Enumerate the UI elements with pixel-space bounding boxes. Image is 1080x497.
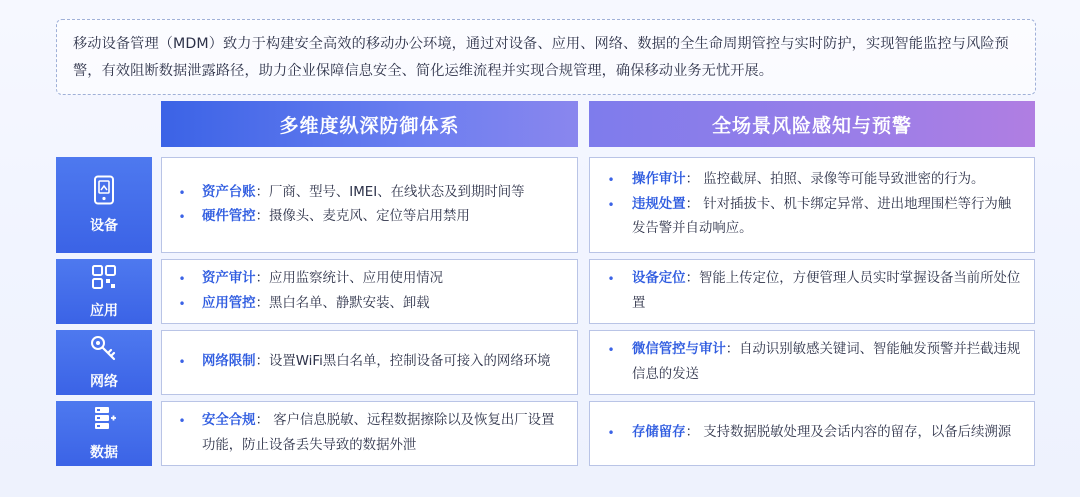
cell-data-defense [161, 401, 578, 466]
list-item [162, 181, 565, 206]
row-label-text: 数据 [90, 444, 118, 461]
list-item [590, 338, 1022, 387]
item-text: ：应用监察统计、应用使用情况 [255, 271, 444, 286]
row-label-network [56, 330, 152, 395]
mobile-device-icon [91, 175, 117, 215]
bullet-icon: • [607, 197, 615, 212]
bullet-icon: • [178, 414, 186, 428]
row-label-text: 应用 [90, 302, 118, 319]
row-label-text: 设备 [90, 218, 118, 234]
list-item [590, 168, 1022, 193]
cell-network-risk [589, 330, 1035, 395]
list-item [590, 421, 1022, 446]
item-text: ：厂商、型号、IMEI、在线状态及到期时间等 [255, 184, 525, 200]
bullet-icon: • [607, 173, 615, 188]
list-item [162, 205, 565, 230]
cell-data-risk [589, 401, 1035, 466]
column-header-defense: 多维度纵深防御体系 [161, 101, 578, 147]
cell-device-defense [161, 157, 578, 253]
bullet-icon: • [178, 210, 186, 224]
item-text: ：黑白名单、静默安装、卸载 [255, 295, 430, 311]
item-text: ： 监控截屏、拍照、录像等可能导致泄密的行为。 [685, 172, 985, 188]
bullet-icon: • [607, 272, 615, 286]
item-text: ：设置WiFi黑白名单，控制设备可接入的网络环境 [255, 354, 551, 370]
item-key: 存储留存 [632, 425, 686, 441]
row-label-device [56, 157, 152, 253]
item-key: 应用管控 [202, 295, 256, 311]
cell-app-risk [589, 259, 1035, 324]
row-label-app [56, 259, 152, 324]
item-text: ： 客户信息脱敏、远程数据擦除以及恢复出厂设置功能，防止设备丢失导致的数据外泄 [202, 413, 555, 453]
key-icon [90, 335, 118, 371]
bullet-icon: • [607, 426, 615, 441]
bullet-icon: • [607, 343, 615, 357]
item-key: 资产审计 [202, 271, 256, 286]
row-label-data [56, 401, 152, 466]
item-key: 网络限制 [202, 354, 256, 370]
item-text: ：自动识别敏感关键词、智能触发预警并拦截违规信息的发送 [632, 342, 1021, 382]
bullet-icon: • [178, 296, 186, 311]
item-key: 微信管控与审计 [632, 342, 726, 357]
item-key: 硬件管控 [202, 209, 256, 224]
item-key: 资产台账 [202, 184, 256, 200]
column-header-risk: 全场景风险感知与预警 [589, 101, 1035, 147]
list-item [162, 350, 565, 375]
bullet-icon: • [178, 272, 186, 286]
item-key: 违规处置 [632, 196, 686, 212]
list-item [162, 267, 565, 292]
list-item [162, 409, 565, 458]
item-key: 安全合规 [202, 413, 256, 428]
database-server-icon [90, 406, 118, 442]
app-grid-icon [91, 264, 117, 300]
row-label-text: 网络 [90, 373, 118, 390]
item-text: ：智能上传定位，方便管理人员实时掌握设备当前所处位置 [632, 271, 1021, 311]
list-item [162, 292, 565, 317]
item-text: ： 支持数据脱敏处理及会话内容的留存，以备后续溯源 [685, 425, 1012, 441]
intro-text: 移动设备管理（MDM）致力于构建安全高效的移动办公环境，通过对设备、应用、网络、数据的全生命周期管控与实时防护，实现智能监控与风险预警，有效阻断数据泄露路径，助力企业保障信息安全、简化运维流程并实现合规管理，确保移动业务无忧开展。 [56, 19, 1036, 95]
cell-app-defense [161, 259, 578, 324]
item-key: 操作审计 [632, 172, 686, 188]
list-item [590, 193, 1022, 242]
item-text: ：摄像头、麦克风、定位等启用禁用 [255, 209, 470, 224]
cell-network-defense [161, 330, 578, 395]
bullet-icon: • [178, 185, 186, 200]
item-text: ： 针对插拔卡、机卡绑定异常、进出地理围栏等行为触发告警并自动响应。 [632, 196, 1012, 237]
item-key: 设备定位 [632, 271, 686, 286]
list-item [590, 267, 1022, 316]
cell-device-risk [589, 157, 1035, 253]
bullet-icon: • [178, 355, 186, 370]
